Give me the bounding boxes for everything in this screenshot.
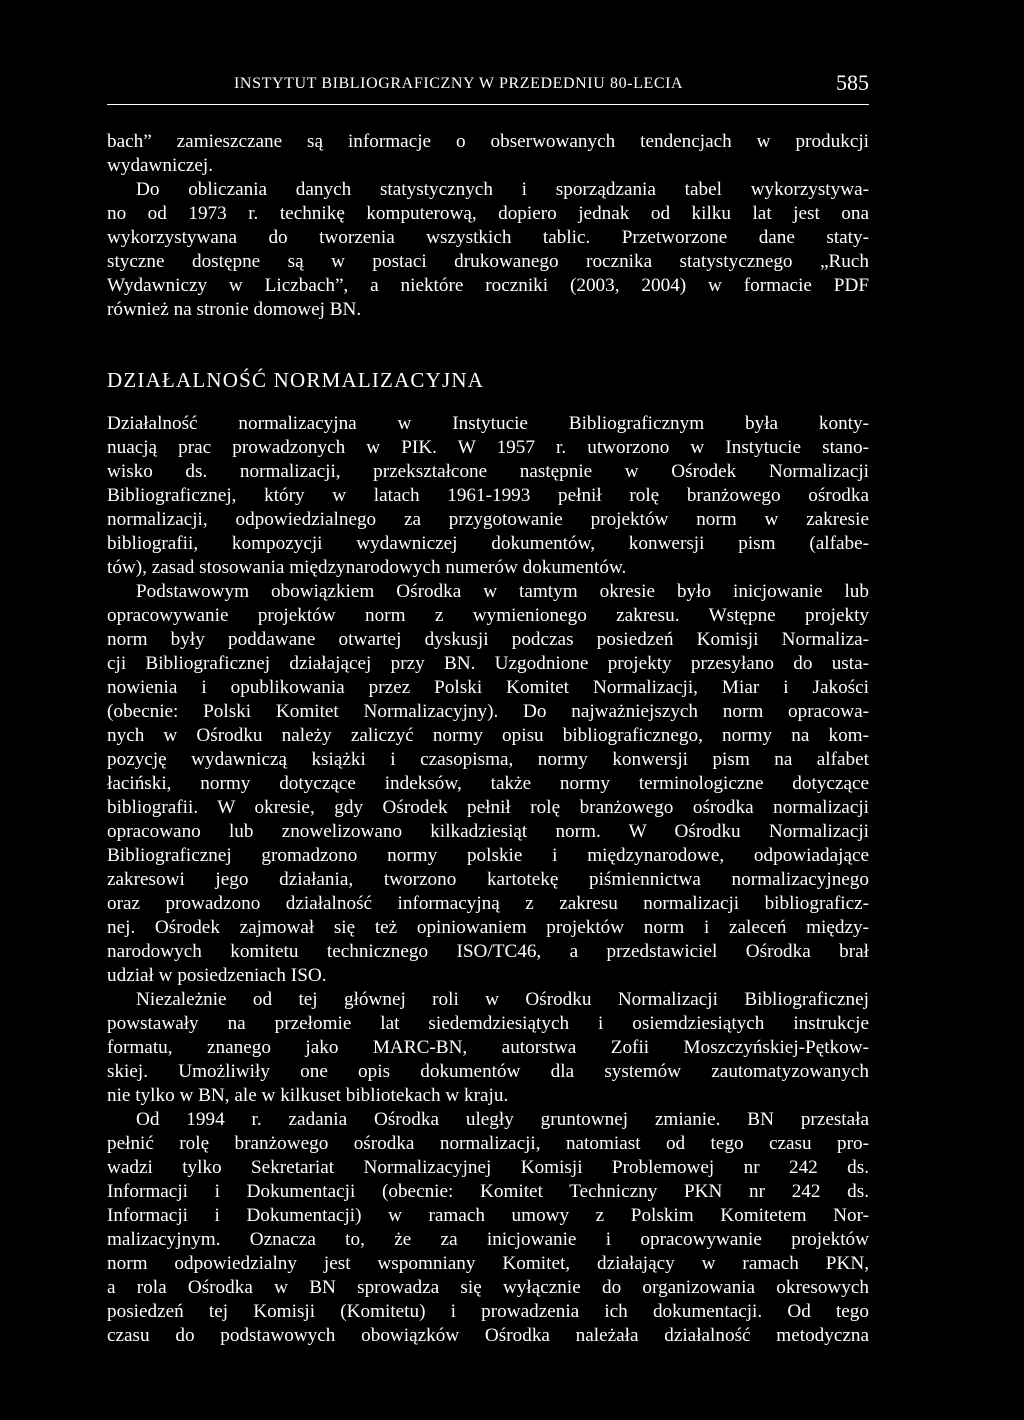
text-line: pełnić rolę branżowego ośrodka normalizacji, natomiast od tego czasu pro- (107, 1133, 869, 1154)
text-line: Informacji i Dokumentacji (obecnie: Komitet Techniczny PKN nr 242 ds. (107, 1181, 869, 1202)
text-line: a rola Ośrodka w BN sprowadza się wyłącznie do organizowania okresowych (107, 1277, 869, 1298)
running-title: INSTYTUT BIBLIOGRAFICZNY W PRZEDEDNIU 80-LECIA (234, 75, 684, 92)
text-line: pozycję wydawniczą książki i czasopisma, normy konwersji pism na alfabet (107, 749, 869, 770)
text-line: skiej. Umożliwiły one opis dokumentów dla systemów zautomatyzowanych (107, 1061, 869, 1082)
text-line: Bibliograficznej, który w latach 1961-1993 pełnił rolę branżowego ośrodka (107, 485, 869, 506)
text-line: zakresowi jego działania, tworzono kartotekę piśmiennictwa normalizacyjnego (107, 869, 869, 890)
text-line: Wydawniczy w Liczbach”, a niektóre roczniki (2003, 2004) w formacie PDF (107, 275, 869, 296)
text-line: opracowano lub znowelizowano kilkadziesiąt norm. W Ośrodku Normalizacji (107, 821, 869, 842)
text-line: nowienia i opublikowania przez Polski Komitet Normalizacji, Miar i Jakości (107, 677, 869, 698)
text-line: bach” zamieszczane są informacje o obserwowanych tendencjach w produkcji (107, 131, 869, 152)
text-line: bibliografii, kompozycji wydawniczej dokumentów, konwersji pism (alfabe- (107, 533, 869, 554)
text-line: styczne dostępne są w postaci drukowanego rocznika statystycznego „Ruch (107, 251, 869, 272)
text-line: narodowych komitetu technicznego ISO/TC46, a przedstawiciel Ośrodka brał (107, 941, 869, 962)
text-line: również na stronie domowej BN. (107, 299, 362, 320)
text-line: oraz prowadzono działalność informacyjną z zakresu normalizacji bibliograficz- (107, 893, 869, 914)
text-line: wykorzystywana do tworzenia wszystkich tablic. Przetworzone dane staty- (107, 227, 869, 248)
text-line: Od 1994 r. zadania Ośrodka uległy gruntownej zmianie. BN przestała (136, 1109, 869, 1130)
text-line: Bibliograficznej gromadzono normy polskie i międzynarodowe, odpowiadające (107, 845, 869, 866)
text-line: norm były poddawane otwartej dyskusji podczas posiedzeń Komisji Normaliza- (107, 629, 869, 650)
text-line: Do obliczania danych statystycznych i sporządzania tabel wykorzystywa- (136, 179, 869, 200)
text-line: udział w posiedzeniach ISO. (107, 965, 327, 986)
text-line: posiedzeń tej Komisji (Komitetu) i prowadzenia ich dokumentacji. Od tego (107, 1301, 869, 1322)
text-line: Działalność normalizacyjna w Instytucie Bibliograficznym była konty- (107, 413, 869, 434)
text-line: no od 1973 r. technikę komputerową, dopiero jednak od kilku lat jest ona (107, 203, 869, 224)
text-line: nie tylko w BN, ale w kilkuset bibliotekach w kraju. (107, 1085, 509, 1106)
text-line: nej. Ośrodek zajmował się też opiniowaniem projektów norm i zaleceń między- (107, 917, 869, 938)
text-line: malizacyjnym. Oznacza to, że za inicjowanie i opracowywanie projektów (107, 1229, 869, 1250)
text-line: bibliografii. W okresie, gdy Ośrodek pełnił rolę branżowego ośrodka normalizacji (107, 797, 869, 818)
text-line: tów), zasad stosowania międzynarodowych numerów dokumentów. (107, 557, 627, 578)
text-line: wadzi tylko Sekretariat Normalizacyjnej Komisji Problemowej nr 242 ds. (107, 1157, 869, 1178)
text-line: nych w Ośrodku należy zaliczyć normy opisu bibliograficznego, normy na kom- (107, 725, 869, 746)
text-line: normalizacji, odpowiedzialnego za przygotowanie projektów norm w zakresie (107, 509, 869, 530)
text-line: czasu do podstawowych obowiązków Ośrodka należała działalność metodyczna (107, 1325, 869, 1346)
text-line: cji Bibliograficznej działającej przy BN. Uzgodnione projekty przesyłano do usta- (107, 653, 869, 674)
text-line: Podstawowym obowiązkiem Ośrodka w tamtym okresie było inicjowanie lub (136, 581, 869, 602)
text-line: łaciński, normy dotyczące indeksów, także normy terminologiczne dotyczące (107, 773, 869, 794)
text-line: formatu, znanego jako MARC-BN, autorstwa Zofii Moszczyńskiej-Pętkow- (107, 1037, 869, 1058)
page-number: 585 (836, 70, 869, 95)
text-line: nuacją prac prowadzonych w PIK. W 1957 r. utworzono w Instytucie stano- (107, 437, 869, 458)
text-line: powstawały na przełomie lat siedemdziesiątych i osiemdziesiątych instrukcje (107, 1013, 869, 1034)
text-line: wisko ds. normalizacji, przekształcone następnie w Ośrodek Normalizacji (107, 461, 869, 482)
text-line: norm odpowiedzialny jest wspomniany Komitet, działający w ramach PKN, (107, 1253, 869, 1274)
section-heading: DZIAŁALNOŚĆ NORMALIZACYJNA (107, 368, 485, 392)
header-rule (107, 104, 869, 105)
page-header (107, 70, 869, 100)
text-line: wydawniczej. (107, 155, 214, 176)
text-line: Niezależnie od tej głównej roli w Ośrodku Normalizacji Bibliograficznej (136, 989, 869, 1010)
text-line: opracowywanie projektów norm z wymienionego zakresu. Wstępne projekty (107, 605, 869, 626)
text-line: (obecnie: Polski Komitet Normalizacyjny). Do najważniejszych norm opracowa- (107, 701, 869, 722)
text-line: Informacji i Dokumentacji) w ramach umowy z Polskim Komitetem Nor- (107, 1205, 869, 1226)
